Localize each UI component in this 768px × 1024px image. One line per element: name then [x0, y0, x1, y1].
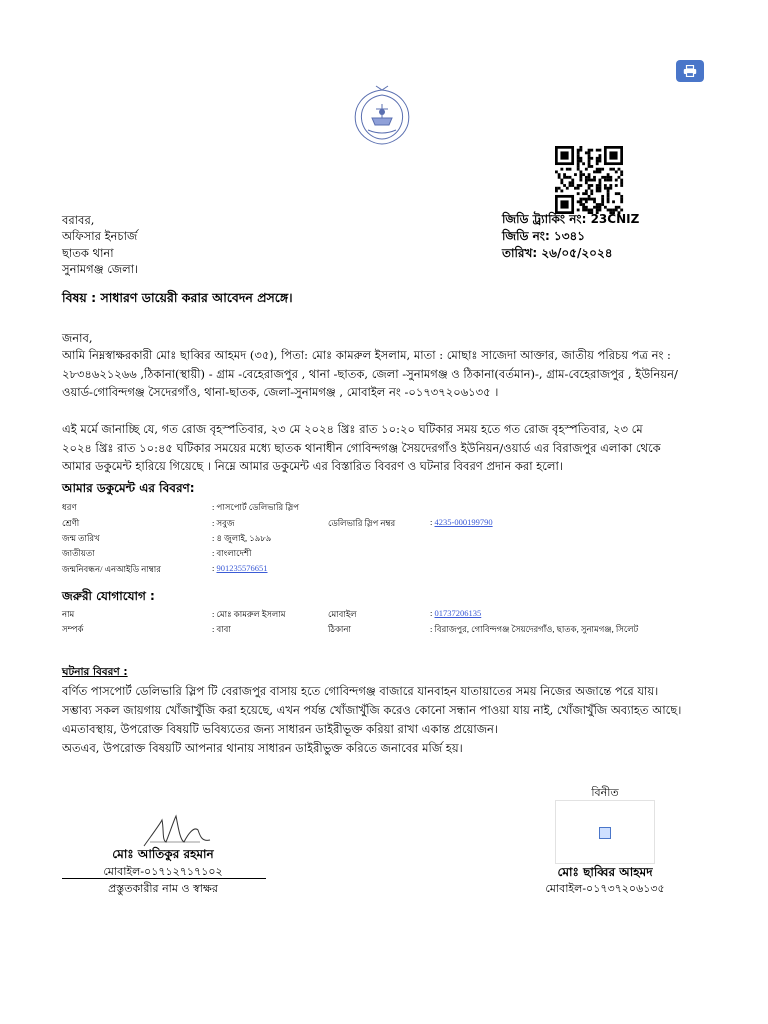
contact-row-key: মোবাইল — [328, 609, 357, 619]
contact-row-value: : বাবা — [212, 624, 231, 634]
paragraph-line: আমি নিম্নস্বাক্ষরকারী মোঃ ছাব্বির আহমদ (৩৫), পিতা: মোঃ কামরুল ইসলাম, মাতা : মোছাঃ সাজেদা আক্তার, জাতীয় পরিচয় পত্র নং : — [62, 348, 671, 362]
applicant-mobile: মোবাইল-০১৭৩৭২০৬১৩৫ — [545, 882, 665, 895]
delivery-slip-link[interactable]: 4235-000199790 — [434, 517, 493, 527]
document-details-title: আমার ডকুমেন্ট এর বিবরণ: — [62, 481, 195, 495]
doc-row-value: : পাসপোর্ট ডেলিভারি স্লিপ — [212, 502, 300, 512]
delivery-slip-number — [430, 517, 493, 527]
contact-row-key: নাম — [62, 609, 75, 619]
preparer-mobile: মোবাইল-০১৭১২৭১৭১০২ — [103, 865, 223, 878]
contact-address: : বিরাজপুর, গোবিন্দগঞ্জ সৈয়দেরগাঁও, ছাতক, সুনামগঞ্জ, সিলেট — [430, 624, 639, 634]
doc-row-key: জন্মনিবন্ধন/ এনআইডি নাম্বার — [62, 564, 161, 574]
contact-row-key: ঠিকানা — [328, 624, 351, 634]
paragraph-line: ২৮৩৪৬২১২৬৬ ,ঠিকানা(স্থায়ী) - গ্রাম -বেহেরাজপুর , থানা -ছাতক, জেলা -সুনামগঞ্জ ও ঠিকানা(বর্তমান)-, গ্রাম-বেহেরাজপুর , ইউনিয়ন/ — [62, 366, 678, 381]
paragraph-line: এমতাবস্থায়, উপরোক্ত বিষয়টি ভবিষ্যতের জন্য সাধারন ডাইরীভূক্ত করিয়া রাখা একান্ত প্রয়োজন। — [62, 722, 498, 736]
applicant-photo — [555, 800, 655, 864]
nid-link[interactable]: 901235576651 — [216, 563, 268, 573]
paragraph-line: বর্ণিত পাসপোর্ট ডেলিভারি স্লিপ টি বেরাজপুর বাসায় হতে গোবিন্দগঞ্জ বাজারে যানবাহন যাতায়াতের সময় নিজের অজান্তে পরে যায়। — [62, 684, 659, 698]
paragraph-line: ওয়ার্ড-গোবিন্দগঞ্জ সৈদেরগাঁও, থানা-ছাতক, জেলা-সুনামগঞ্জ , মোবাইল নং -০১৭৩৭২০৬১৩৫ । — [62, 385, 499, 399]
value-prefix: : — [212, 563, 215, 573]
preparer-name: মোঃ আতিকুর রহমান — [112, 847, 214, 861]
contact-mobile-link[interactable]: 01737206135 — [434, 608, 482, 618]
address-line: সুনামগঞ্জ জেলা। — [62, 262, 139, 276]
value-prefix: : — [430, 608, 433, 618]
contact-mobile — [430, 608, 481, 618]
event-description-title: ঘটনার বিবরণ : — [62, 666, 128, 678]
address-line: বরাবর, — [62, 213, 95, 227]
doc-row-key: জাতীয়তা — [62, 548, 95, 558]
paragraph-line: অতএব, উপরোক্ত বিষয়টি আপনার থানায় সাধারন ডাইরীভুক্ত করিতে জনাবের মর্জি হয়। — [62, 741, 463, 755]
contact-row-key: সম্পর্ক — [62, 624, 84, 634]
contact-row-value: : মোঃ কামরুল ইসলাম — [212, 609, 286, 619]
event-description — [62, 682, 707, 758]
signature-line — [62, 878, 266, 879]
intro-paragraph — [62, 346, 707, 402]
gd-date: তারিখ: ২৬/০৫/২০২৪ — [502, 246, 613, 260]
incident-paragraph — [62, 420, 707, 476]
print-button[interactable] — [676, 60, 704, 82]
applicant-name: মোঃ ছাব্বির আহমদ — [557, 865, 653, 879]
gd-number: জিডি নং: ১৩৪১ — [502, 229, 586, 243]
salutation: জনাব, — [62, 331, 93, 345]
gd-tracking-number: জিডি ট্র্যাকিং নং: 23CNIZ — [502, 212, 640, 226]
police-emblem-logo — [346, 84, 418, 148]
doc-row-value: : ৪ জুলাই, ১৯৮৯ — [212, 533, 272, 543]
subject-line: বিষয় : সাধারণ ডায়েরী করার আবেদন প্রসঙ্গে। — [62, 290, 293, 305]
closing-text: বিনীত — [591, 786, 619, 799]
address-line: অফিসার ইনচার্জ — [62, 229, 138, 243]
qr-code — [554, 146, 624, 214]
nid-number — [212, 563, 268, 573]
address-line: ছাতক থানা — [62, 246, 114, 260]
doc-row-key: শ্রেণী — [62, 518, 80, 528]
emergency-contact-title: জরুরী যোগাযোগ : — [62, 589, 155, 603]
doc-row-key: ধরণ — [62, 502, 77, 512]
value-prefix: : — [430, 517, 433, 527]
paragraph-line: আমার ডকুমেন্ট হারিয়ে গিয়েছে । নিম্নে আমার ডকুমেন্ট এর বিস্তারিত বিবরণ ও ঘটনার বিবরণ প্রদান করা হলো। — [62, 459, 563, 473]
paragraph-line: সম্ভাব্য সকল জায়গায় খোঁজাখুঁজি করা হয়েছে, এখন পর্যন্ত খোঁজাখুঁজি করেও কোনো সন্ধান পাওয়া যায় নাই, খোঁজাখুঁজি অব্যাহত আছে। — [62, 703, 682, 717]
paragraph-line: ২০২৪ খ্রিঃ রাত ১০:৪৫ ঘটিকার সময়ের মধ্যে ছাতক থানাধীন গোবিন্দগঞ্জ সৈয়দেরগাঁও ইউনিয়ন/ওয়ার্ড এর বিরাজপুর এলাকা থেকে — [62, 440, 661, 455]
doc-row-value: : বাংলাদেশী — [212, 548, 252, 558]
paragraph-line: এই মর্মে জানাচ্ছি যে, গত রোজ বৃহস্পতিবার, ২৩ মে ২০২৪ খ্রিঃ রাত ১০:২০ ঘটিকার সময় হতে গত রোজ বৃহস্পতিবার, ২৩ মে — [62, 422, 643, 436]
doc-row-key: জন্ম তারিখ — [62, 533, 100, 543]
preparer-caption: প্রস্তুতকারীর নাম ও স্বাক্ষর — [108, 882, 218, 895]
printer-icon — [683, 65, 697, 77]
broken-image-icon — [599, 827, 611, 839]
doc-row-value: : সবুজ — [212, 518, 235, 528]
doc-row-key: ডেলিভারি স্লিপ নম্বর — [328, 518, 396, 528]
